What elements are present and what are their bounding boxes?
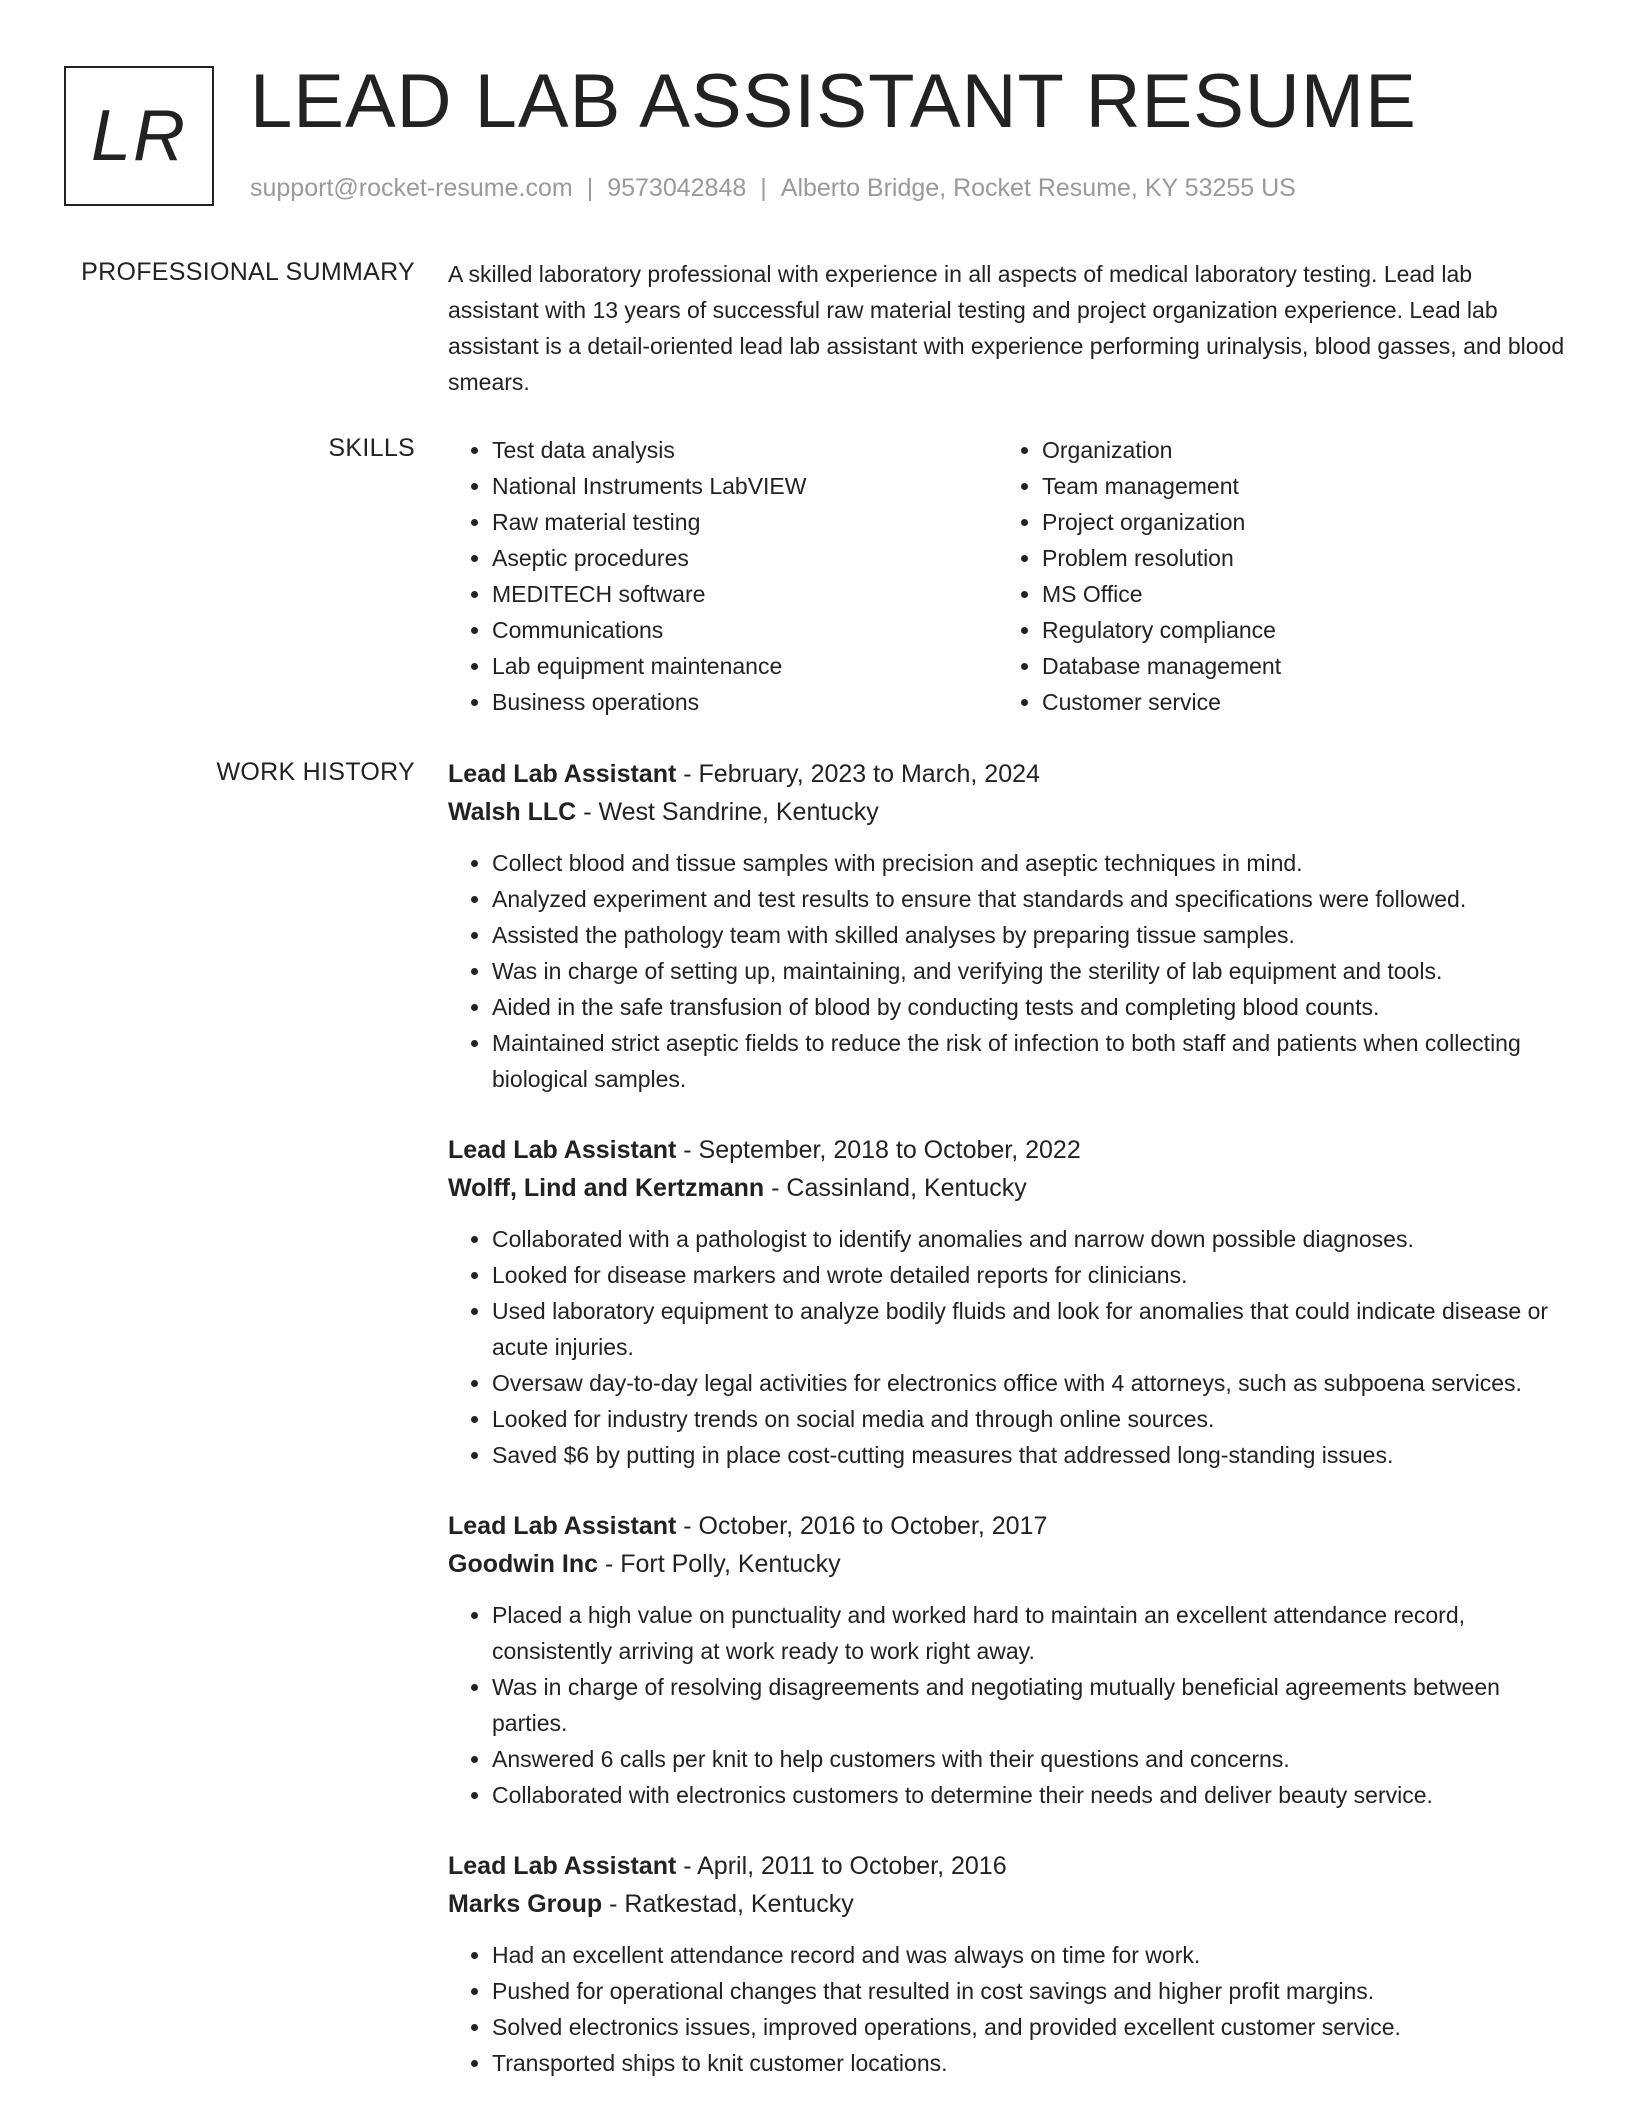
job-bullet: • Answered 6 calls per knit to help customers with their questions and concerns. xyxy=(492,1741,1566,1777)
job-location: - Ratkestad, Kentucky xyxy=(602,1890,854,1918)
skills-list-left xyxy=(448,432,998,720)
job-bullet: • Transported ships to knit customer locations. xyxy=(492,2045,1566,2081)
job-company-line xyxy=(448,793,1566,831)
skill-item: • Customer service xyxy=(1042,684,1548,720)
job-location: - West Sandrine, Kentucky xyxy=(576,798,879,826)
job-bullet: • Collect blood and tissue samples with precision and aseptic techniques in mind. xyxy=(492,845,1566,881)
skills-columns xyxy=(448,432,1566,720)
job-bullet: • Used laboratory equipment to analyze bodily fluids and look for anomalies that could indicate disease or acute injuries. xyxy=(492,1293,1566,1365)
job-dates: - February, 2023 to March, 2024 xyxy=(676,760,1040,788)
job-bullet: • Oversaw day-to-day legal activities for electronics office with 4 attorneys, such as subpoena services. xyxy=(492,1365,1566,1401)
skill-item: • MEDITECH software xyxy=(492,576,998,612)
job-bullet: • Pushed for operational changes that resulted in cost savings and higher profit margins. xyxy=(492,1973,1566,2009)
job-company: Marks Group xyxy=(448,1890,603,1918)
skill-item: • Team management xyxy=(1042,468,1548,504)
summary-body xyxy=(448,256,1566,400)
skill-item: • Regulatory compliance xyxy=(1042,612,1548,648)
skills-body xyxy=(448,432,1566,720)
contact-separator: | xyxy=(586,174,594,202)
job-bullets xyxy=(448,845,1566,1097)
job-bullet: • Placed a high value on punctuality and worked hard to maintain an excellent attendance record, consistently arriving at work ready to work right away. xyxy=(492,1597,1566,1669)
monogram-logo: LR xyxy=(64,66,214,206)
job-bullets xyxy=(448,1221,1566,1473)
skill-item: • Lab equipment maintenance xyxy=(492,648,998,684)
skills-heading: SKILLS xyxy=(328,434,415,462)
skills-list-right xyxy=(998,432,1548,720)
skill-item: • Organization xyxy=(1042,432,1548,468)
job-bullets xyxy=(448,1597,1566,1813)
job-dates: - October, 2016 to October, 2017 xyxy=(676,1512,1048,1540)
contact-separator: | xyxy=(760,174,767,202)
summary-heading: PROFESSIONAL SUMMARY xyxy=(81,258,415,286)
job-bullet: • Solved electronics issues, improved operations, and provided excellent customer service. xyxy=(492,2009,1566,2045)
job-bullet: • Collaborated with a pathologist to identify anomalies and narrow down possible diagnoses. xyxy=(492,1221,1566,1257)
contact-phone: 9573042848 xyxy=(607,174,747,202)
skill-item: • Problem resolution xyxy=(1042,540,1548,576)
skill-item: • Project organization xyxy=(1042,504,1548,540)
work-history-heading: WORK HISTORY xyxy=(216,758,415,786)
skill-item: • MS Office xyxy=(1042,576,1548,612)
job-bullet: • Assisted the pathology team with skilled analyses by preparing tissue samples. xyxy=(492,917,1566,953)
job-title: Lead Lab Assistant xyxy=(448,1136,677,1164)
job-bullet: • Looked for industry trends on social media and through online sources. xyxy=(492,1401,1566,1437)
job-bullet: • Looked for disease markers and wrote detailed reports for clinicians. xyxy=(492,1257,1566,1293)
job-title-line xyxy=(448,1507,1566,1545)
contact-email: support@rocket-resume.com xyxy=(250,174,573,202)
job-bullet: • Had an excellent attendance record and was always on time for work. xyxy=(492,1937,1566,1973)
contact-address: Alberto Bridge, Rocket Resume, KY 53255 US xyxy=(780,174,1296,202)
job-bullet: • Maintained strict aseptic fields to reduce the risk of infection to both staff and patients when collecting biological samples. xyxy=(492,1025,1566,1097)
work-history-body xyxy=(448,755,1566,2115)
job-title: Lead Lab Assistant xyxy=(448,1852,677,1880)
job-company-line xyxy=(448,1169,1566,1207)
job-company: Wolff, Lind and Kertzmann xyxy=(448,1174,765,1202)
skill-item: • Raw material testing xyxy=(492,504,998,540)
job-company: Goodwin Inc xyxy=(448,1550,598,1578)
skill-item: • Aseptic procedures xyxy=(492,540,998,576)
job-location: - Cassinland, Kentucky xyxy=(764,1174,1027,1202)
skill-item: • Business operations xyxy=(492,684,998,720)
job-title-line xyxy=(448,1847,1566,1885)
job-title-line xyxy=(448,1131,1566,1169)
job-title-line xyxy=(448,755,1566,793)
skill-item: • Test data analysis xyxy=(492,432,998,468)
job-entry xyxy=(448,1847,1566,2081)
job-dates: - September, 2018 to October, 2022 xyxy=(676,1136,1081,1164)
job-dates: - April, 2011 to October, 2016 xyxy=(676,1852,1007,1880)
job-entry xyxy=(448,755,1566,1097)
job-bullet: • Collaborated with electronics customers to determine their needs and deliver beauty service. xyxy=(492,1777,1566,1813)
job-bullet: • Saved $6 by putting in place cost-cutting measures that addressed long-standing issues. xyxy=(492,1437,1566,1473)
resume-title: LEAD LAB ASSISTANT RESUME xyxy=(250,59,1417,144)
job-bullet: • Aided in the safe transfusion of blood by conducting tests and completing blood counts. xyxy=(492,989,1566,1025)
job-company-line xyxy=(448,1885,1566,1923)
skill-item: • Communications xyxy=(492,612,998,648)
job-location: - Fort Polly, Kentucky xyxy=(598,1550,841,1578)
job-bullet: • Analyzed experiment and test results to ensure that standards and specifications were followed. xyxy=(492,881,1566,917)
job-company: Walsh LLC xyxy=(448,798,577,826)
summary-text: A skilled laboratory professional with experience in all aspects of medical laboratory testing. Lead lab assistant with 13 years of successful raw material testing and project organization experience. Lead lab assistant is a detail-oriented lead lab assistant with experience performing urinalysis, blood gasses, and blood smears. xyxy=(448,261,1565,395)
job-title: Lead Lab Assistant xyxy=(448,760,677,788)
job-entry xyxy=(448,1131,1566,1473)
job-bullet: • Was in charge of resolving disagreements and negotiating mutually beneficial agreements between parties. xyxy=(492,1669,1566,1741)
job-title: Lead Lab Assistant xyxy=(448,1512,677,1540)
job-entry xyxy=(448,1507,1566,1813)
skill-item: • National Instruments LabVIEW xyxy=(492,468,998,504)
job-bullets xyxy=(448,1937,1566,2081)
job-bullet: • Was in charge of setting up, maintaining, and verifying the sterility of lab equipment and tools. xyxy=(492,953,1566,989)
contact-line xyxy=(250,174,1296,203)
skill-item: • Database management xyxy=(1042,648,1548,684)
job-company-line xyxy=(448,1545,1566,1583)
